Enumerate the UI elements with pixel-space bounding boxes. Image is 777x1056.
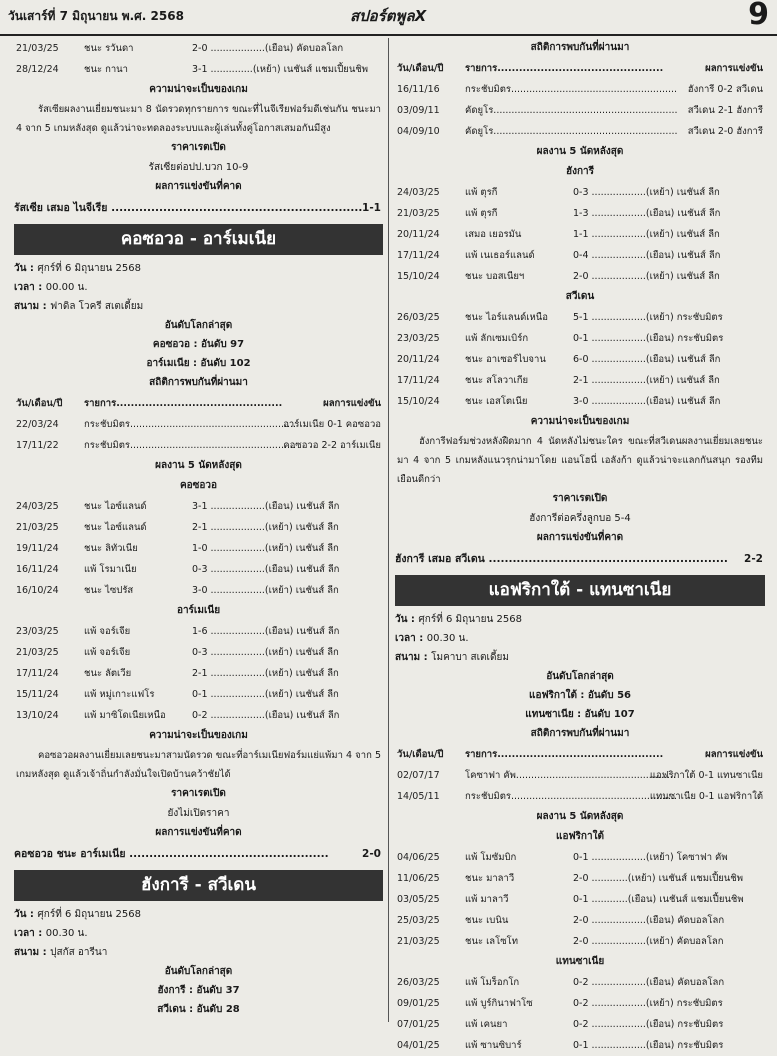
form-row: 03/05/25 แพ้ มาลาวี 0-1 ............(เยือน) เนชันส์ แชมเปี้ยนชิพ [397, 894, 744, 905]
odds-text: ยังไม่เปิดราคา [167, 808, 230, 819]
prediction: คอซอวอ ชนะ อาร์เมเนีย .................................................. 2-0 [14, 848, 381, 860]
team-b-label: สวีเดน [565, 291, 595, 302]
ranking-away: สวีเดน : อันดับ 28 [157, 1004, 240, 1015]
form-row: 26/03/25 ชนะ ไอร์แลนด์เหนือ 5-1 ..................(เหย้า) กระชับมิตร [397, 312, 723, 323]
ranking-heading: อันดับโลกล่าสุด [164, 966, 233, 977]
odds-heading: ราคาเรตเปิด [171, 142, 226, 153]
h2h-row: 17/11/22 กระชับมิตร....................................................... คอซอวอ 2-2 อาร์เมเนีย [16, 440, 381, 451]
h2h-header-row: วัน/เดือน/ปี รายการ.............................................. ผลการแข่งขัน [397, 63, 763, 74]
team-a-label: ฮังการี [565, 166, 595, 177]
h2h-header-row: วัน/เดือน/ปี รายการ.............................................. ผลการแข่งขัน [16, 398, 381, 409]
match-banner: ฮังการี - สวีเดน [14, 870, 383, 901]
form-row: 19/11/24 ชนะ ลิทัวเนีย 1-0 ..................(เหย้า) เนชันส์ ลีก [16, 543, 339, 554]
form-row: 16/11/24 แพ้ โรมาเนีย 0-3 ..................(เยือน) เนชันส์ ลีก [16, 564, 340, 575]
trend-heading: ความน่าจะเป็นของเกม [149, 84, 248, 95]
h2h-row: 02/07/17 โคซาฟา คัพ..................................................... แอฟริกาใต้ 0-1 แทนซาเนีย [397, 770, 763, 781]
form-row: 17/11/24 แพ้ เนเธอร์แลนด์ 0-4 ..................(เยือน) เนชันส์ ลีก [397, 250, 721, 261]
ranking-home: ฮังการี : อันดับ 37 [157, 985, 240, 996]
trend-text: รัสเซียผลงานเยี่ยมชนะมา 8 นัดรวดทุกรายการ ขณะที่ไนจีเรียฟอร์มดีเช่นกัน ชนะมา 4 จาก 5 เกมหลังสุด ดูแล้วน่าจะทดลองระบบและผู้เล่นทั้งคู่โอกาสเสมอกันมีสูง [16, 104, 381, 134]
right-column [395, 38, 765, 1051]
prediction: รัสเซีย เสมอ ไนจีเรีย ............................................................... 1-1 [14, 202, 381, 214]
ranking-home: คอซอวอ : อันดับ 97 [152, 339, 245, 350]
form-row: 28/12/24 ชนะ กานา 3-1 ..............(เหย้า) เนชันส์ แชมเปี้ยนชิพ [16, 64, 369, 75]
form-row: 09/01/25 แพ้ บูร์กินาฟาโซ 0-2 ..................(เหย้า) กระชับมิตร [397, 998, 723, 1009]
prediction-heading: ผลการแข่งขันที่คาด [155, 827, 242, 838]
form-row: 23/03/25 แพ้ ลักเซมเบิร์ก 0-1 ..................(เยือน) กระชับมิตร [397, 333, 724, 344]
h2h-row: 03/09/11 คัดยูโร............................................................. สวีเดน 2-1 ฮังการี [397, 105, 763, 116]
masthead-logo: สปอร์ตพูลX [350, 7, 427, 25]
form-row: 15/10/24 ชนะ เอสโตเนีย 3-0 ..................(เยือน) เนชันส์ ลีก [397, 396, 721, 407]
h2h-row: 04/09/10 คัดยูโร............................................................. สวีเดน 2-0 ฮังการี [397, 126, 763, 137]
team-b-label: อาร์เมเนีย [176, 605, 221, 616]
match-venue: สนาม : ฟาดิล โวครี สเตเดี้ยม [14, 301, 144, 312]
ranking-heading: อันดับโลกล่าสุด [164, 320, 233, 331]
form-row: 21/03/25 ชนะ รวันดา 2-0 ..................(เยือน) คัดบอลโลก [16, 43, 344, 54]
trend-heading: ความน่าจะเป็นของเกม [149, 730, 248, 741]
form-heading: ผลงาน 5 นัดหลังสุด [536, 146, 624, 157]
match-venue: สนาม : ปุสกัส อารีนา [14, 947, 108, 958]
match-day: วัน : ศุกร์ที่ 6 มิถุนายน 2568 [14, 909, 141, 920]
form-row: 23/03/25 แพ้ จอร์เจีย 1-6 ..................(เยือน) เนชันส์ ลีก [16, 626, 340, 637]
h2h-row: 22/03/24 กระชับมิตร....................................................... อาร์เมเนีย 0-1 คอซอวอ [16, 419, 381, 430]
h2h-heading: สถิติการพบกันที่ผ่านมา [149, 377, 248, 388]
form-row: 16/10/24 ชนะ ไซปรัส 3-0 ..................(เหย้า) เนชันส์ ลีก [16, 585, 339, 596]
form-row: 20/11/24 ชนะ อาเซอร์ไบจาน 6-0 ..................(เยือน) เนชันส์ ลีก [397, 354, 721, 365]
match-banner: แอฟริกาใต้ - แทนซาเนีย [395, 575, 765, 606]
form-row: 21/03/25 ชนะ ไอซ์แลนด์ 2-1 ..................(เหย้า) เนชันส์ ลีก [16, 522, 339, 533]
h2h-heading: สถิติการพบกันที่ผ่านมา [530, 42, 630, 53]
form-row: 15/10/24 ชนะ บอสเนียฯ 2-0 ..................(เหย้า) เนชันส์ ลีก [397, 271, 720, 282]
form-row: 20/11/24 เสมอ เยอรมัน 1-1 ..................(เหย้า) เนชันส์ ลีก [397, 229, 720, 240]
form-row: 07/01/25 แพ้ เคนยา 0-2 ..................(เยือน) กระชับมิตร [397, 1019, 724, 1030]
match-time: เวลา : 00.00 น. [14, 282, 88, 293]
form-row: 25/03/25 ชนะ เบนิน 2-0 ..................(เยือน) คัดบอลโลก [397, 915, 725, 926]
form-row: 26/03/25 แพ้ โมร็อกโก 0-2 ..................(เยือน) คัดบอลโลก [397, 977, 725, 988]
prediction-heading: ผลการแข่งขันที่คาด [155, 181, 242, 192]
form-row: 24/03/25 ชนะ ไอซ์แลนด์ 3-1 ..................(เยือน) เนชันส์ ลีก [16, 501, 340, 512]
team-a-label: คอซอวอ [179, 480, 218, 491]
form-row: 04/06/25 แพ้ โมซัมบิก 0-1 ..................(เหย้า) โคซาฟา คัพ [397, 852, 728, 863]
h2h-heading: สถิติการพบกันที่ผ่านมา [530, 728, 630, 739]
prediction: ฮังการี เสมอ สวีเดน ............................................................ 2-2 [395, 553, 763, 565]
form-heading: ผลงาน 5 นัดหลังสุด [155, 460, 242, 471]
left-column [14, 38, 383, 1022]
match-time: เวลา : 00.30 น. [14, 928, 88, 939]
h2h-row: 16/11/16 กระชับมิตร....................................................... ฮังการี 0-2 สวีเดน [397, 84, 763, 95]
match-banner: คอซอวอ - อาร์เมเนีย [14, 224, 383, 255]
page-header [0, 0, 777, 36]
form-row: 11/06/25 ชนะ มาลาวี 2-0 ............(เหย้า) เนชันส์ แชมเปี้ยนชิพ [397, 873, 743, 884]
match-time: เวลา : 00.30 น. [395, 633, 469, 644]
issue-date: วันเสาร์ที่ 7 มิถุนายน พ.ศ. 2568 [8, 9, 184, 23]
match-day: วัน : ศุกร์ที่ 6 มิถุนายน 2568 [14, 263, 141, 274]
ranking-heading: อันดับโลกล่าสุด [546, 671, 614, 682]
form-row: 21/03/25 ชนะ เลโซโท 2-0 ..................(เหย้า) คัดบอลโลก [397, 936, 724, 947]
odds-text: ฮังการีต่อครึ่งลูกบอ 5-4 [529, 513, 631, 524]
form-row: 17/11/24 ชนะ ลัตเวีย 2-1 ..................(เหย้า) เนชันส์ ลีก [16, 668, 339, 679]
form-row: 21/03/25 แพ้ จอร์เจีย 0-3 ..................(เหย้า) เนชันส์ ลีก [16, 647, 339, 658]
trend-text: ฮังการีฟอร์มช่วงหลังฝืดมาก 4 นัดหลังไม่ชนะใคร ขณะที่สวีเดนผลงานเยี่ยมเลยชนะมา 4 จาก 5 เกมหลังแนวรุกน่ามาโดย แอนโฮนี่ เอลังก้า ดูแล้วน่าจะแลกกันสนุก รองทีมเยือนดีกว่า [397, 436, 763, 485]
form-row: 13/10/24 แพ้ มาซิโดเนียเหนือ 0-2 ..................(เยือน) เนชันส์ ลีก [16, 710, 340, 721]
team-a-label: แอฟริกาใต้ [556, 831, 604, 842]
odds-text: รัสเซียต่อปป.บวก 10-9 [148, 162, 249, 173]
form-row: 15/11/24 แพ้ หมู่เกาะแฟโร 0-1 ..................(เหย้า) เนชันส์ ลีก [16, 689, 339, 700]
trend-heading: ความน่าจะเป็นของเกม [530, 416, 630, 427]
form-heading: ผลงาน 5 นัดหลังสุด [536, 811, 624, 822]
prev-form-rows [14, 38, 383, 80]
match-venue: สนาม : โมคาบา สเตเดี้ยม [395, 652, 509, 663]
prediction-heading: ผลการแข่งขันที่คาด [536, 532, 624, 543]
ranking-home: แอฟริกาใต้ : อันดับ 56 [529, 690, 631, 701]
form-row: 21/03/25 แพ้ ตุรกี 1-3 ..................(เยือน) เนชันส์ ลีก [397, 208, 721, 219]
h2h-header-row: วัน/เดือน/ปี รายการ.............................................. ผลการแข่งขัน [397, 749, 763, 760]
odds-heading: ราคาเรตเปิด [171, 788, 226, 799]
match-day: วัน : ศุกร์ที่ 6 มิถุนายน 2568 [395, 614, 522, 625]
form-row: 17/11/24 ชนะ สโลวาเกีย 2-1 ..................(เหย้า) เนชันส์ ลีก [397, 375, 720, 386]
column-divider [388, 38, 389, 1022]
page-number: 9 [748, 0, 769, 32]
ranking-away: แทนซาเนีย : อันดับ 107 [525, 709, 635, 720]
team-b-label: แทนซาเนีย [555, 956, 605, 967]
odds-heading: ราคาเรตเปิด [552, 493, 608, 504]
trend-text: คอซอวอผลงานเยี่ยมเลยชนะมาสามนัดรวด ขณะที่อาร์เมเนียฟอร์มแย่แพ้มา 4 จาก 5 เกมหลังสุด ดูแล้วเจ้าถิ่นกำลังมั่นใจเปิดบ้านคว้าชัยได้ [16, 750, 381, 780]
ranking-away: อาร์เมเนีย : อันดับ 102 [146, 358, 251, 369]
form-row: 04/01/25 แพ้ ซานซิบาร์ 0-1 ..................(เยือน) กระชับมิตร [397, 1040, 724, 1051]
h2h-row: 14/05/11 กระชับมิตร....................................................... แทนซาเนีย 0-1 แอฟริกาใต้ [397, 791, 763, 802]
form-row: 24/03/25 แพ้ ตุรกี 0-3 ..................(เหย้า) เนชันส์ ลีก [397, 187, 720, 198]
